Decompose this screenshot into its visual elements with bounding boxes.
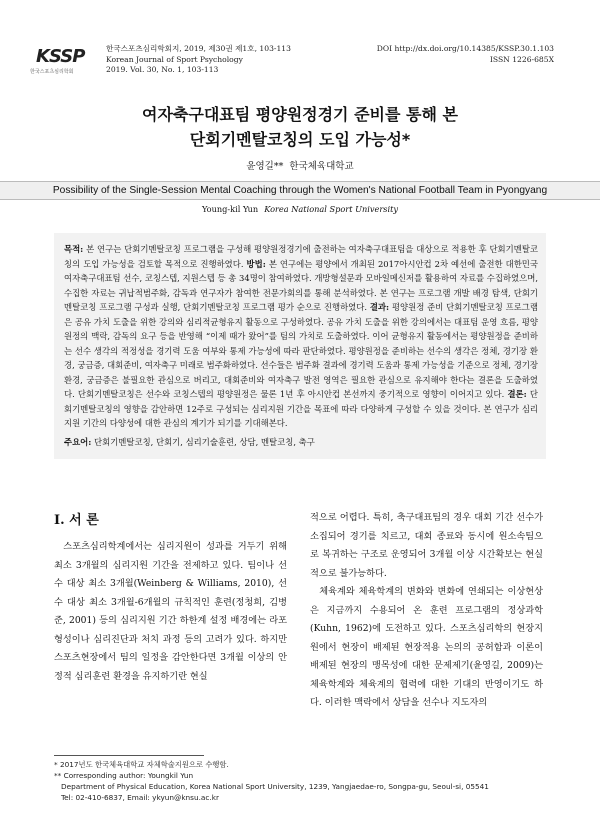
journal-header [0,44,600,84]
body-column-left [54,538,287,686]
footnote-corresponding: ** Corresponding author: Youngkil Yun [54,771,194,780]
abstract-method: 본 연구에는 평양에서 개최된 2017아시안컵 2차 예선에 출전한 대한민국 여자축구대표팀 선수, 코칭스텝, 지원스텝 등 총 34명이 참여하였다. 개방형설문과 모바일메신저를 활용하여 자료를 수집하였으며, 수집한 자료는 귀납적범주화, 감독과 연구자가 참여한 전문가회의를 통해 분석하였다. 본 연구는 프로그램 개발 배경 탐색, 단회기멘탈코칭 프로그램 구성과 실행, 단회기멘탈코칭 프로그램 평가 순으로 진행하였다. [64,258,538,312]
title-line-1: 여자축구대표팀 평양원정경기 준비를 통해 본 [142,105,458,124]
abstract-conclusion-label: 결론: [507,389,527,399]
doi: DOI http://dx.doi.org/10.14385/KSSP.30.1.103 [376,44,554,53]
section-heading: I. 서 론 [54,513,99,528]
body-paragraph: 적으로 어렵다. 특히, 축구대표팀의 경우 대회 기간 선수가 소집되어 경기를 치르고, 대회 종료와 동시에 원소속팀으로 복귀하는 구조로 운영되어 3개월 이상 시간확보는 현실적으로 불가능하다. [310,512,543,579]
footnote-address: Department of Physical Education, Korea National Sport University, 1239, Yangjaedae-ro, Songpa-gu, Seoul-si, 05541 [54,782,489,791]
body-paragraph: 체육계와 체육학계의 변화와 변화에 연쇄되는 이상현상은 지금까지 수용되어 온 훈련 프로그램의 정상과학(Kuhn, 1962)에 도전하고 있다. 스포츠심리학의 현장지원에서 현장이 배제된 현장적용 논의의 공허함과 이론이 배제된 현장의 맹목성에 대한 문제제기(윤영길, 2009)는 체육학계와 체육계의 협력에 대한 기대의 반영이기도 하다. 이러한 맥락에서 상담을 선수나 지도자의 [310,586,543,708]
abstract-purpose: 본 연구는 단회기멘탈코칭 프로그램을 구성해 평양원정경기에 출전하는 여자축구대표팀을 대상으로 적용한 후 단회기멘탈코칭의 도입 가능성을 검토할 목적으로 진행하였다. [64,244,538,269]
body-column-right [310,509,543,713]
abstract [64,242,538,431]
author-name-en: Young-kil Yun [201,204,259,214]
abstract-result: 평양원정 준비 단회기멘탈코칭 프로그램은 공유 가치 도출을 위한 강의와 심리적균형유지 활동으로 구성하였다. 공유 가치 도출을 위한 강의에서는 대표팀 운영 흐름, 평양원정의 맥락, 감독의 요구 등을 반영해 “이제 때가 왔어”를 팀의 가치로 도출하였다. 이어 균형유지 활동에서는 평양원정을 준비하는 선수 생각의 적정성을 경기력 도움 여부와 통제 가능성에 따라 판단하였다. 평양원정을 준비하는 선수의 생각은 정체, 경기장 환경, 궁금증, 대회준비, 여자축구 미래로 범주화하였다. 선수들은 범주화 결과에 경기력 도움과 통제 가능성을 기준으로 정체, 경기장 환경, 궁금증은 불필요한 관심으로 버리고, 대회준비와 여자축구 발전 영역은 필요한 관심으로 유지해야 한다는 결론을 도출하였다. 단회기멘탈코칭은 선수와 코칭스텝의 평양원정은 물론 1년 후 아시안컵 본선까지 중기적으로 영향이 이어지고 있다. [64,302,538,399]
affiliation-en: Korea National Sport University [264,204,399,214]
logo-subtext: 한국스포츠심리학회 [30,69,74,75]
journal-logo [28,46,98,76]
journal-citation [106,44,291,76]
paper-title [0,102,600,152]
abstract-method-label: 방법: [246,258,266,269]
author-english [0,204,600,214]
abstract-purpose-label: 목적: [64,244,84,254]
footnote-divider [54,755,204,756]
author-name-ko: 윤영길** [246,161,284,172]
keywords-list: 단회기멘탈코칭, 단회기, 심리기술훈련, 상담, 멘탈코칭, 축구 [91,437,315,447]
journal-vol: 2019. Vol. 30, No. 1, 103-113 [106,65,219,74]
issn: ISSN 1226-685X [489,54,554,64]
logo-text: KSSP [36,46,85,67]
keywords-label: 주요어: [64,437,92,447]
body-paragraph: 스포츠심리학계에서는 심리지원이 성과를 거두기 위해 최소 3개월의 심리지원 기간을 전제하고 있다. 팀이나 선수 대상 최소 3개월(Weinberg & Williams, 2010), 선수 대상 최소 3개월-6개월의 규칙적인 훈련(정청희, 김병준, 2001) 등의 심리지원 기간 하한계 설정 배경에는 라포 형성이나 심리진단과 처치 과정 등의 고려가 있다. 하지만 스포츠현장에서 팀의 일정을 감안한다면 3개월 이상의 안정적 심리훈련 환경을 유지하기란 현실 [54,541,287,682]
footnote-funding: * 2017년도 한국체육대학교 자체학술지원으로 수행함. [54,760,229,769]
journal-ko: 한국스포츠심리학회지, 2019, 제30권 제1호, 103-113 [106,44,291,53]
keywords [64,435,538,449]
title-line-2: 단회기멘탈코칭의 도입 가능성* [189,130,411,149]
affiliation-ko: 한국체육대학교 [289,161,354,172]
english-title: Possibility of the Single-Session Mental Coaching through the Women's National Football Team in Pyongyang [0,181,600,200]
abstract-result-label: 결과: [369,302,390,312]
footnote-contact: Tel: 02-410-6837, Email: ykyun@knsu.ac.kr [54,793,219,802]
author-korean [0,158,600,172]
footnotes [54,759,554,803]
journal-en: Korean Journal of Sport Psychology [106,54,243,64]
abstract-conclusion: 단회기멘탈코칭의 영향을 감안하면 12주로 구성되는 심리지원 기간을 목표에 따라 다양하게 구성할 수 있을 것이다. 본 연구가 심리지원 기간의 다양성에 대한 관심의 계기가 되기를 기대해본다. [64,389,538,428]
journal-ids [377,44,554,65]
